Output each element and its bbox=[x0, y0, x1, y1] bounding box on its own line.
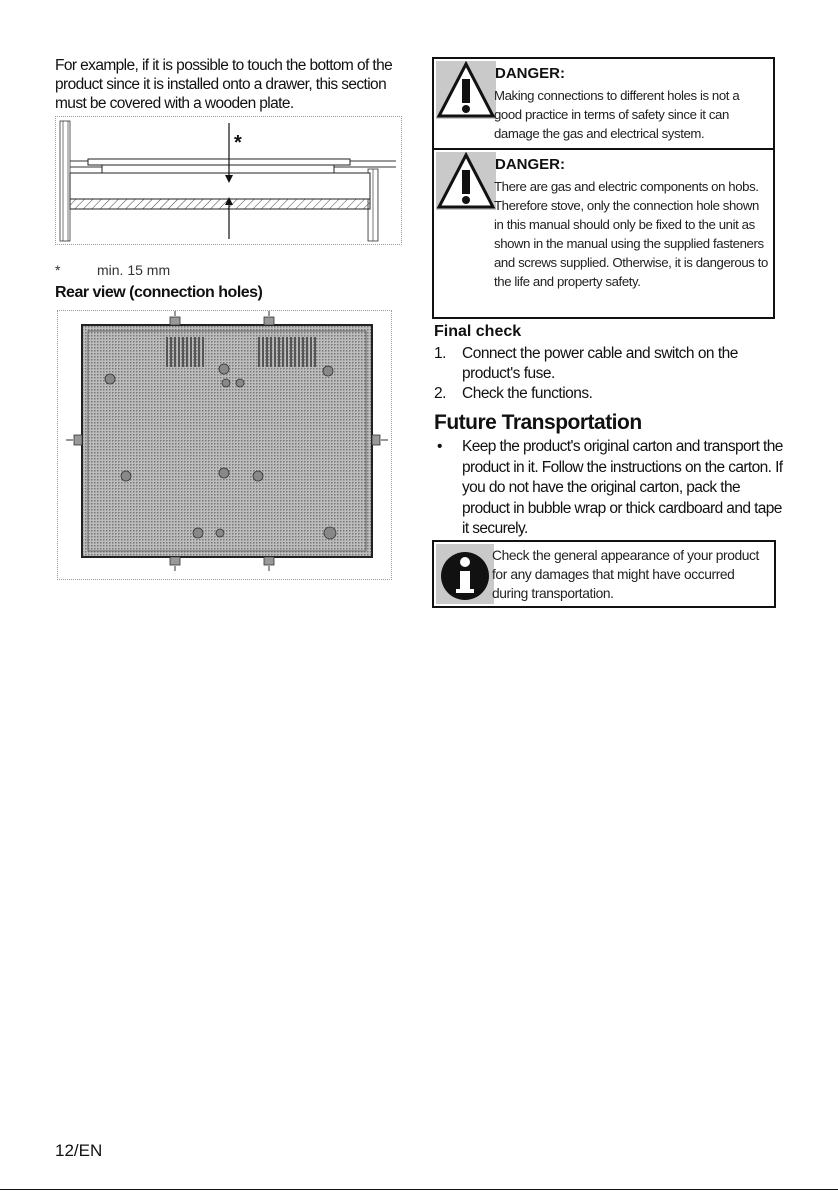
page-number: 12/EN bbox=[55, 1141, 103, 1160]
future-transportation-text bbox=[434, 437, 784, 540]
danger-notice-1 bbox=[432, 57, 775, 150]
danger-text-2: There are gas and electric components on hobs. Therefore stove, only the connection hole shown in this manual should only be fixed to the unit as shown in the manual using the supplied fasteners and screws supplied. Otherwise, it is dangerous to the life and property safety. bbox=[494, 179, 768, 289]
danger-title-1: DANGER: bbox=[495, 65, 565, 82]
list-item bbox=[434, 344, 779, 384]
step-number: 1. bbox=[434, 345, 446, 362]
future-transportation-heading: Future Transportation bbox=[434, 411, 642, 434]
note-text: min. 15 mm bbox=[97, 262, 171, 278]
note-line bbox=[55, 262, 170, 278]
left-column bbox=[55, 56, 405, 113]
drawer-installation-figure bbox=[55, 116, 402, 245]
rear-view-heading: Rear view (connection holes) bbox=[55, 284, 263, 301]
final-check-steps bbox=[434, 344, 779, 404]
step-text: Check the functions. bbox=[462, 385, 593, 402]
note-star: * bbox=[55, 262, 61, 278]
bullet-text: Keep the product's original carton and transport the product in it. Follow the instructions on the carton. If you do not have the original carton, pack the product in bubble wrap or thick cardboard and tape it securely. bbox=[462, 438, 783, 537]
bottom-rule bbox=[0, 1189, 838, 1190]
step-text: Connect the power cable and switch on the product's fuse. bbox=[462, 345, 738, 382]
danger-title-2: DANGER: bbox=[495, 156, 565, 173]
info-text: Check the general appearance of your product for any damages that might have occurred during transportation. bbox=[492, 548, 759, 601]
warning-triangle-icon bbox=[436, 61, 496, 119]
danger-text-1: Making connections to different holes is not a good practice in terms of safety since it can damage the gas and electrical system. bbox=[494, 88, 740, 141]
final-check-heading: Final check bbox=[434, 323, 522, 340]
figure-star: * bbox=[234, 132, 242, 154]
rear-view-diagram bbox=[58, 311, 391, 579]
list-item bbox=[434, 384, 779, 404]
drawer-diagram bbox=[56, 117, 401, 244]
step-number: 2. bbox=[434, 385, 446, 402]
info-notice bbox=[432, 540, 776, 608]
danger-notice-2 bbox=[432, 148, 775, 319]
rear-view-figure bbox=[57, 310, 392, 580]
warning-triangle-icon bbox=[436, 152, 496, 210]
intro-paragraph: For example, if it is possible to touch the bottom of the product since it is installed onto a drawer, this section must be covered with a wooden plate. bbox=[55, 57, 393, 112]
info-icon bbox=[436, 544, 494, 604]
bullet-marker: • bbox=[437, 438, 442, 455]
